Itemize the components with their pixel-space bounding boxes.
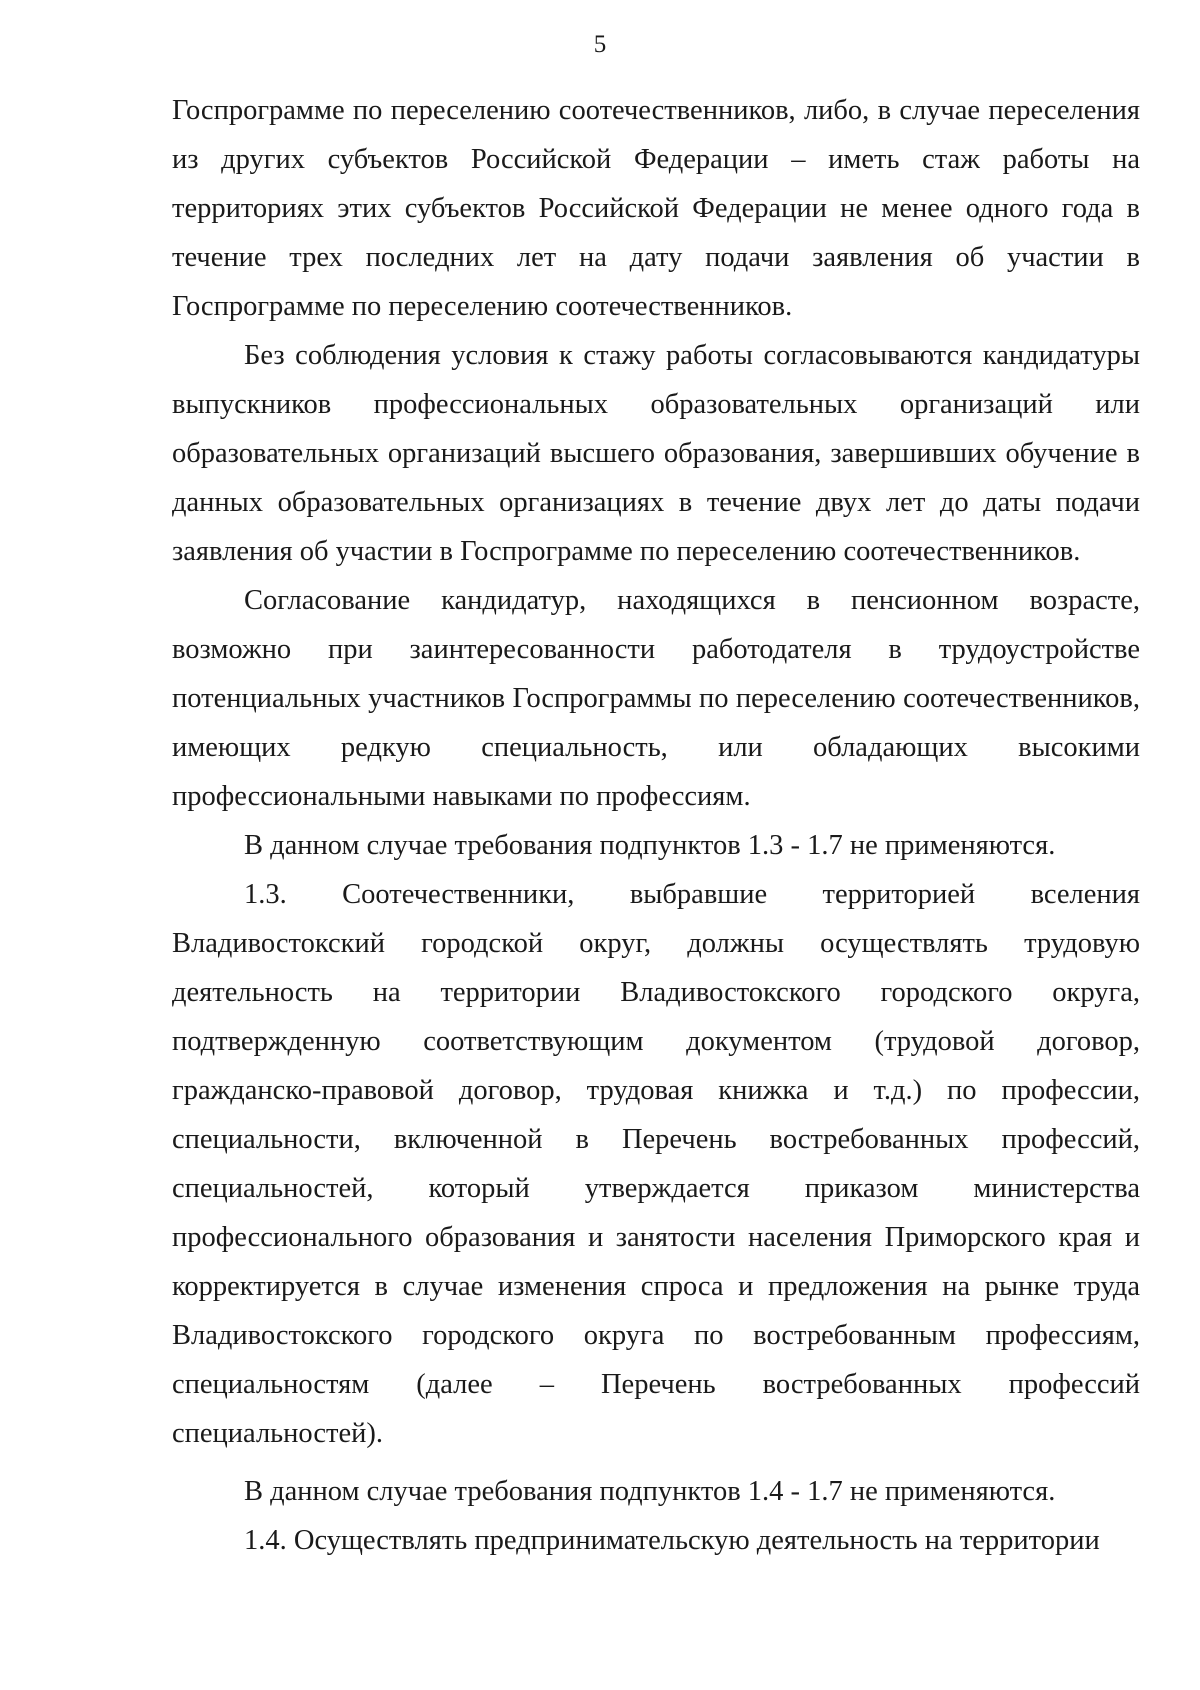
paragraph-section-1-4: 1.4. Осуществлять предпринимательскую деятельность на территории [244, 1525, 1100, 1556]
paragraph-pension-age-candidates: Согласование кандидатур, находящихся в пенсионном возрасте, возможно при заинтересованности работодателя в трудоустройстве потенциальных участников Госпрограммы по переселению соотечественников, имеющих редкую специальность, или обладающих высокими профессиональными навыками по профессиям. [172, 585, 1140, 812]
page-number: 5 [593, 31, 607, 58]
paragraph-section-1-3: 1.3. Соотечественники, выбравшие территорией вселения Владивостокский городской округ, должны осуществлять трудовую деятельность на территории Владивостокского городского округа, подтвержденную соответствующим документом (трудовой договор, гражданско-правовой договор, трудовая книжка и т.д.) по профессии, специальности, включенной в Перечень востребованных профессий, специальностей, который утверждается приказом министерства профессионального образования и занятости населения Приморского края и корректируется в случае изменения спроса и предложения на рынке труда Владивостокского городского округа по востребованным профессиям, специальностям (далее – Перечень востребованных профессий специальностей). [172, 879, 1140, 1449]
paragraph-residence-requirement: Госпрограмме по переселению соотечественников, либо, в случае переселения из других субъектов Российской Федерации – иметь стаж работы на территориях этих субъектов Российской Федерации не менее одного года в течение трех последних лет на дату подачи заявления об участии в Госпрограмме по переселению соотечественников. [172, 95, 1140, 322]
document-body [172, 86, 1140, 1565]
paragraph-requirements-not-applied-1: В данном случае требования подпунктов 1.3 - 1.7 не применяются. [244, 830, 1056, 861]
paragraph-graduates-exemption: Без соблюдения условия к стажу работы согласовываются кандидатуры выпускников профессиональных образовательных организаций или образовательных организаций высшего образования, завершивших обучение в данных образовательных организациях в течение двух лет до даты подачи заявления об участии в Госпрограмме по переселению соотечественников. [172, 340, 1140, 567]
paragraph-requirements-not-applied-2: В данном случае требования подпунктов 1.4 - 1.7 не применяются. [244, 1476, 1056, 1507]
